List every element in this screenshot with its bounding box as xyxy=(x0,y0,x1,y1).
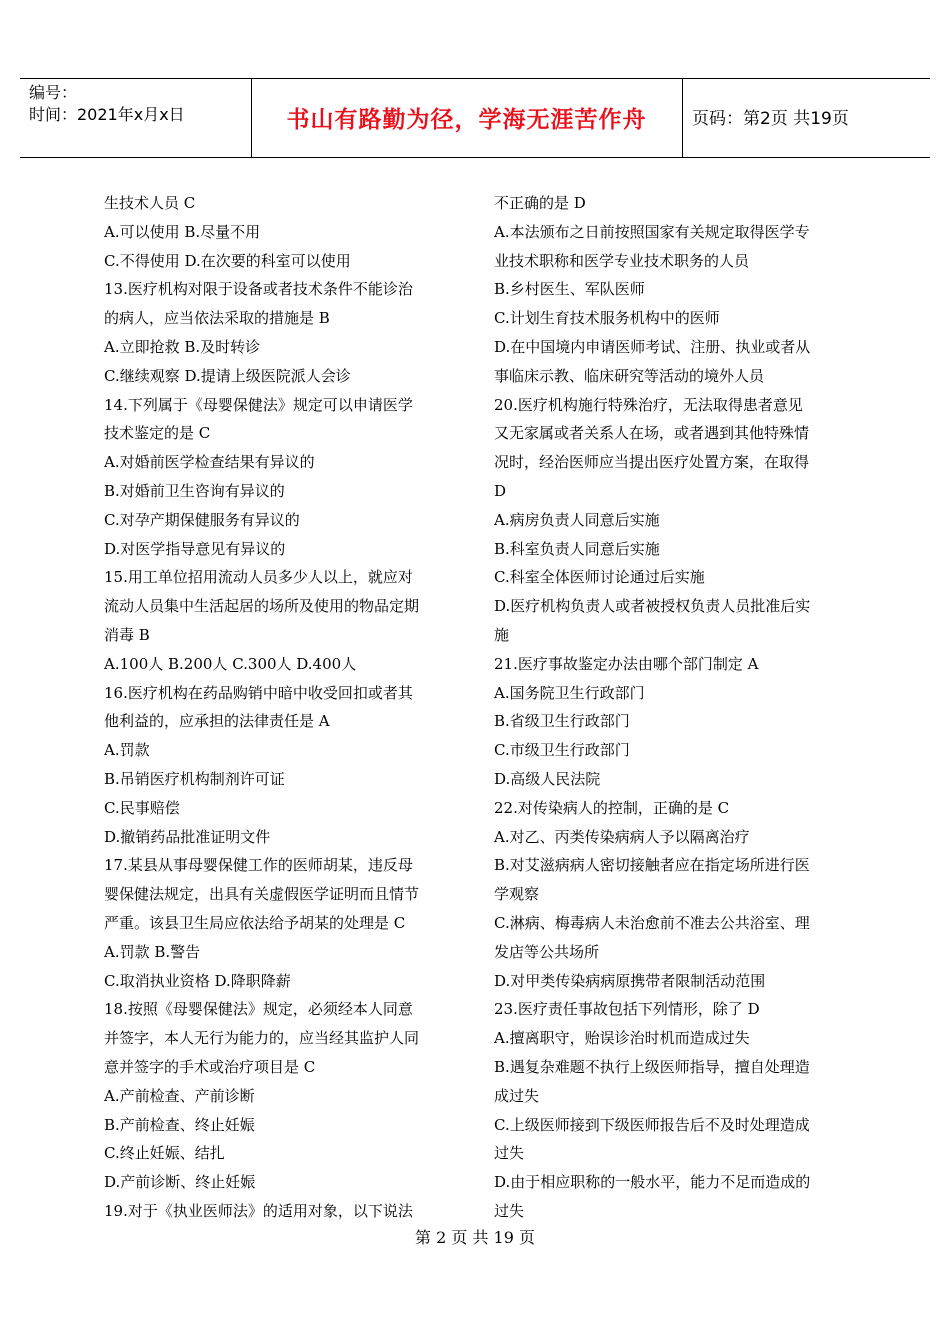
text-line: C.继续观察 D.提请上级医院派人会诊 xyxy=(104,366,351,385)
text-line: D.由于相应职称的一般水平，能力不足而造成的 xyxy=(494,1173,811,1192)
text-line: D.撤销药品批准证明文件 xyxy=(104,827,271,846)
text-line: C.上级医师接到下级医师报告后不及时处理造成 xyxy=(494,1115,810,1134)
text-line: 业技术职称和医学专业技术职务的人员 xyxy=(494,251,750,270)
text-line: 消毒 B xyxy=(104,625,150,644)
text-line: 他利益的，应承担的法律责任是 A xyxy=(104,712,330,731)
text-line: 不正确的是 D xyxy=(494,194,586,212)
text-line: 23.医疗责任事故包括下列情形，除了 D xyxy=(494,1000,760,1019)
text-line: 意并签字的手术或治疗项目是 C xyxy=(104,1057,316,1076)
text-line: 21.医疗事故鉴定办法由哪个部门制定 A xyxy=(494,654,759,673)
text-line: 学观察 xyxy=(494,885,540,904)
text-line: 过失 xyxy=(494,1201,525,1220)
text-line: 18.按照《母婴保健法》规定，必须经本人同意 xyxy=(104,1000,413,1019)
text-line: A.产前检查、产前诊断 xyxy=(104,1086,255,1105)
text-line: 13.医疗机构对限于设备或者技术条件不能诊治 xyxy=(104,280,413,299)
text-line: 又无家属或者关系人在场，或者遇到其他特殊情 xyxy=(494,424,810,443)
text-line: A.罚款 xyxy=(104,741,150,760)
text-line: 20.医疗机构施行特殊治疗，无法取得患者意见 xyxy=(494,395,803,414)
text-line: A.擅离职守，贻误诊治时机而造成过失 xyxy=(494,1029,750,1048)
text-line: 14.下列属于《母婴保健法》规定可以申请医学 xyxy=(104,395,413,414)
text-line: A.本法颁布之日前按照国家有关规定取得医学专 xyxy=(494,222,810,241)
text-line: 生技术人员 C xyxy=(104,194,196,212)
text-line: C.淋病、梅毒病人未治愈前不准去公共浴室、理 xyxy=(494,913,810,932)
text-line: 15.用工单位招用流动人员多少人以上，就应对 xyxy=(104,568,413,587)
text-line: B.对婚前卫生咨询有异议的 xyxy=(104,481,285,500)
text-line: C.民事赔偿 xyxy=(104,798,180,817)
text-line: 16.医疗机构在药品购销中暗中收受回扣或者其 xyxy=(104,683,413,702)
text-line: C.对孕产期保健服务有异议的 xyxy=(104,510,300,529)
motto-text: 书山有路勤为径，学海无涯苦作舟 xyxy=(286,107,647,133)
text-line: D.高级人民法院 xyxy=(494,769,601,788)
text-line: D.对医学指导意见有异议的 xyxy=(104,539,286,558)
text-line: C.计划生育技术服务机构中的医师 xyxy=(494,309,720,328)
text-line: 流动人员集中生活起居的场所及使用的物品定期 xyxy=(104,597,420,616)
text-line: B.遇复杂难题不执行上级医师指导，擅自处理造 xyxy=(494,1057,810,1076)
text-line: A.国务院卫生行政部门 xyxy=(494,683,645,702)
text-line: B.乡村医生、军队医师 xyxy=(494,280,645,299)
text-line: A.可以使用 B.尽量不用 xyxy=(104,222,261,241)
text-line: A.病房负责人同意后实施 xyxy=(494,510,660,529)
page-number-info: 页码：第2页 共19页 xyxy=(692,109,849,129)
text-line: 婴保健法规定，出具有关虚假医学证明而且情节 xyxy=(104,885,420,904)
text-line: B.科室负责人同意后实施 xyxy=(494,539,660,558)
text-line: A.100人 B.200人 C.300人 D.400人 xyxy=(104,654,357,673)
text-line: C.不得使用 D.在次要的科室可以使用 xyxy=(104,251,351,270)
text-line: D.对甲类传染病病原携带者限制活动范围 xyxy=(494,971,766,990)
text-line: B.产前检查、终止妊娠 xyxy=(104,1115,255,1134)
text-line: 17.某县从事母婴保健工作的医师胡某，违反母 xyxy=(104,856,413,875)
text-line: 技术鉴定的是 C xyxy=(104,424,211,443)
serial-number-label: 编号： xyxy=(29,83,78,102)
text-line: A.罚款 B.警告 xyxy=(104,942,201,961)
header-meta-cell xyxy=(20,79,252,157)
text-line: D.医疗机构负责人或者被授权负责人员批准后实 xyxy=(494,597,811,616)
text-line: C.终止妊娠、结扎 xyxy=(104,1144,225,1163)
text-line: 的病人，应当依法采取的措施是 B xyxy=(104,309,330,328)
text-line: D.产前诊断、终止妊娠 xyxy=(104,1173,256,1192)
text-line: 过失 xyxy=(494,1144,525,1163)
text-line: C.市级卫生行政部门 xyxy=(494,741,630,760)
left-text-column xyxy=(104,189,456,1226)
text-line: B.对艾滋病病人密切接触者应在指定场所进行医 xyxy=(494,856,810,875)
text-line: 22.对传染病人的控制，正确的是 C xyxy=(494,798,730,817)
page-footer: 第 2 页 共 19 页 xyxy=(415,1228,535,1247)
text-line: C.科室全体医师讨论通过后实施 xyxy=(494,568,705,587)
text-line: 况时，经治医师应当提出医疗处置方案，在取得 xyxy=(494,453,810,472)
text-line: D xyxy=(494,481,507,500)
text-line: B.吊销医疗机构制剂许可证 xyxy=(104,769,285,788)
text-line: 19.对于《执业医师法》的适用对象，以下说法 xyxy=(104,1201,413,1220)
text-line: 成过失 xyxy=(494,1086,540,1105)
header-motto-cell xyxy=(251,79,683,157)
header-page-cell xyxy=(682,79,930,157)
text-line: B.省级卫生行政部门 xyxy=(494,712,630,731)
page-header xyxy=(20,78,930,158)
right-text-column xyxy=(494,189,846,1226)
text-line: D.在中国境内申请医师考试、注册、执业或者从 xyxy=(494,337,811,356)
text-line: 发店等公共场所 xyxy=(494,942,600,961)
text-line: A.立即抢救 B.及时转诊 xyxy=(104,337,261,356)
text-line: C.取消执业资格 D.降职降薪 xyxy=(104,971,291,990)
text-line: 并签字，本人无行为能力的，应当经其监护人同 xyxy=(104,1029,420,1048)
text-line: 事临床示教、临床研究等活动的境外人员 xyxy=(494,366,765,385)
text-line: A.对婚前医学检查结果有异议的 xyxy=(104,453,315,472)
text-line: A.对乙、丙类传染病病人予以隔离治疗 xyxy=(494,827,750,846)
text-line: 严重。该县卫生局应依法给予胡某的处理是 C xyxy=(104,913,406,932)
text-line: 施 xyxy=(494,625,510,644)
date-label: 时间：2021年x月x日 xyxy=(29,105,185,124)
